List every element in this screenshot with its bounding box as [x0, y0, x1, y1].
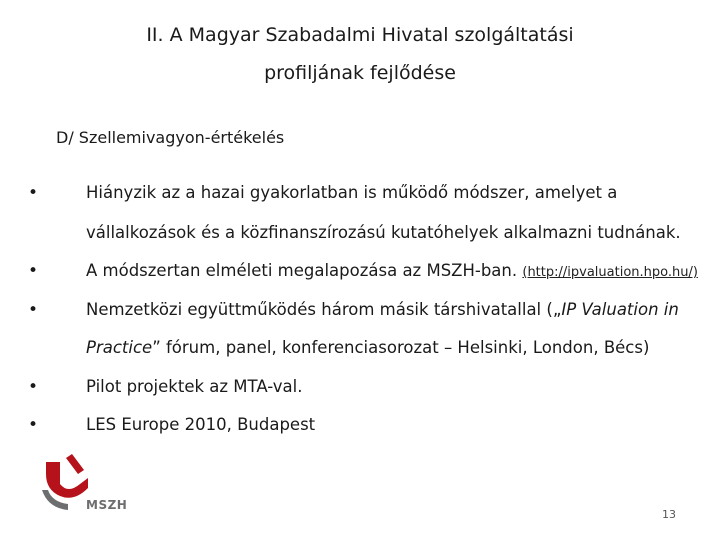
bullet-2-text — [86, 261, 698, 280]
bullet-marker: • — [28, 415, 39, 435]
bullet-marker: • — [28, 377, 39, 397]
bullet-3-line-2 — [86, 338, 649, 357]
ipvaluation-link[interactable]: (http://ipvaluation.hpo.hu/) — [522, 265, 698, 280]
bullet-3-italic-2: Practice — [86, 338, 153, 357]
slide-title-line-2: profiljának fejlődése — [264, 62, 456, 84]
page-number: 13 — [662, 508, 676, 521]
bullet-5-text: LES Europe 2010, Budapest — [86, 415, 316, 434]
bullet-marker: • — [28, 261, 39, 281]
logo-text: MSZH — [86, 498, 128, 512]
bullet-3-prefix: Nemzetközi együttműködés három másik társhivatallal („ — [86, 300, 562, 319]
bullet-3-rest: ” fórum, panel, konferenciasorozat – Helsinki, London, Bécs) — [152, 338, 650, 357]
bullet-1-line-2: vállalkozások és a közfinanszírozású kutatóhelyek alkalmazni tudnának. — [86, 223, 681, 242]
section-heading: D/ Szellemivagyon-értékelés — [56, 128, 285, 147]
bullet-marker: • — [28, 300, 39, 320]
bullet-3-italic-1: IP Valuation in — [561, 300, 679, 319]
slide-title-line-1: II. A Magyar Szabadalmi Hivatal szolgáltatási — [146, 24, 574, 46]
bullet-2-main: A módszertan elméleti megalapozása az MSZH-ban. — [86, 261, 518, 280]
bullet-1-line-1: Hiányzik az a hazai gyakorlatban is működő módszer, amelyet a — [86, 183, 618, 202]
bullet-marker: • — [28, 183, 39, 203]
bullet-4-text: Pilot projektek az MTA-val. — [86, 377, 303, 396]
bullet-3-line-1 — [86, 300, 679, 319]
